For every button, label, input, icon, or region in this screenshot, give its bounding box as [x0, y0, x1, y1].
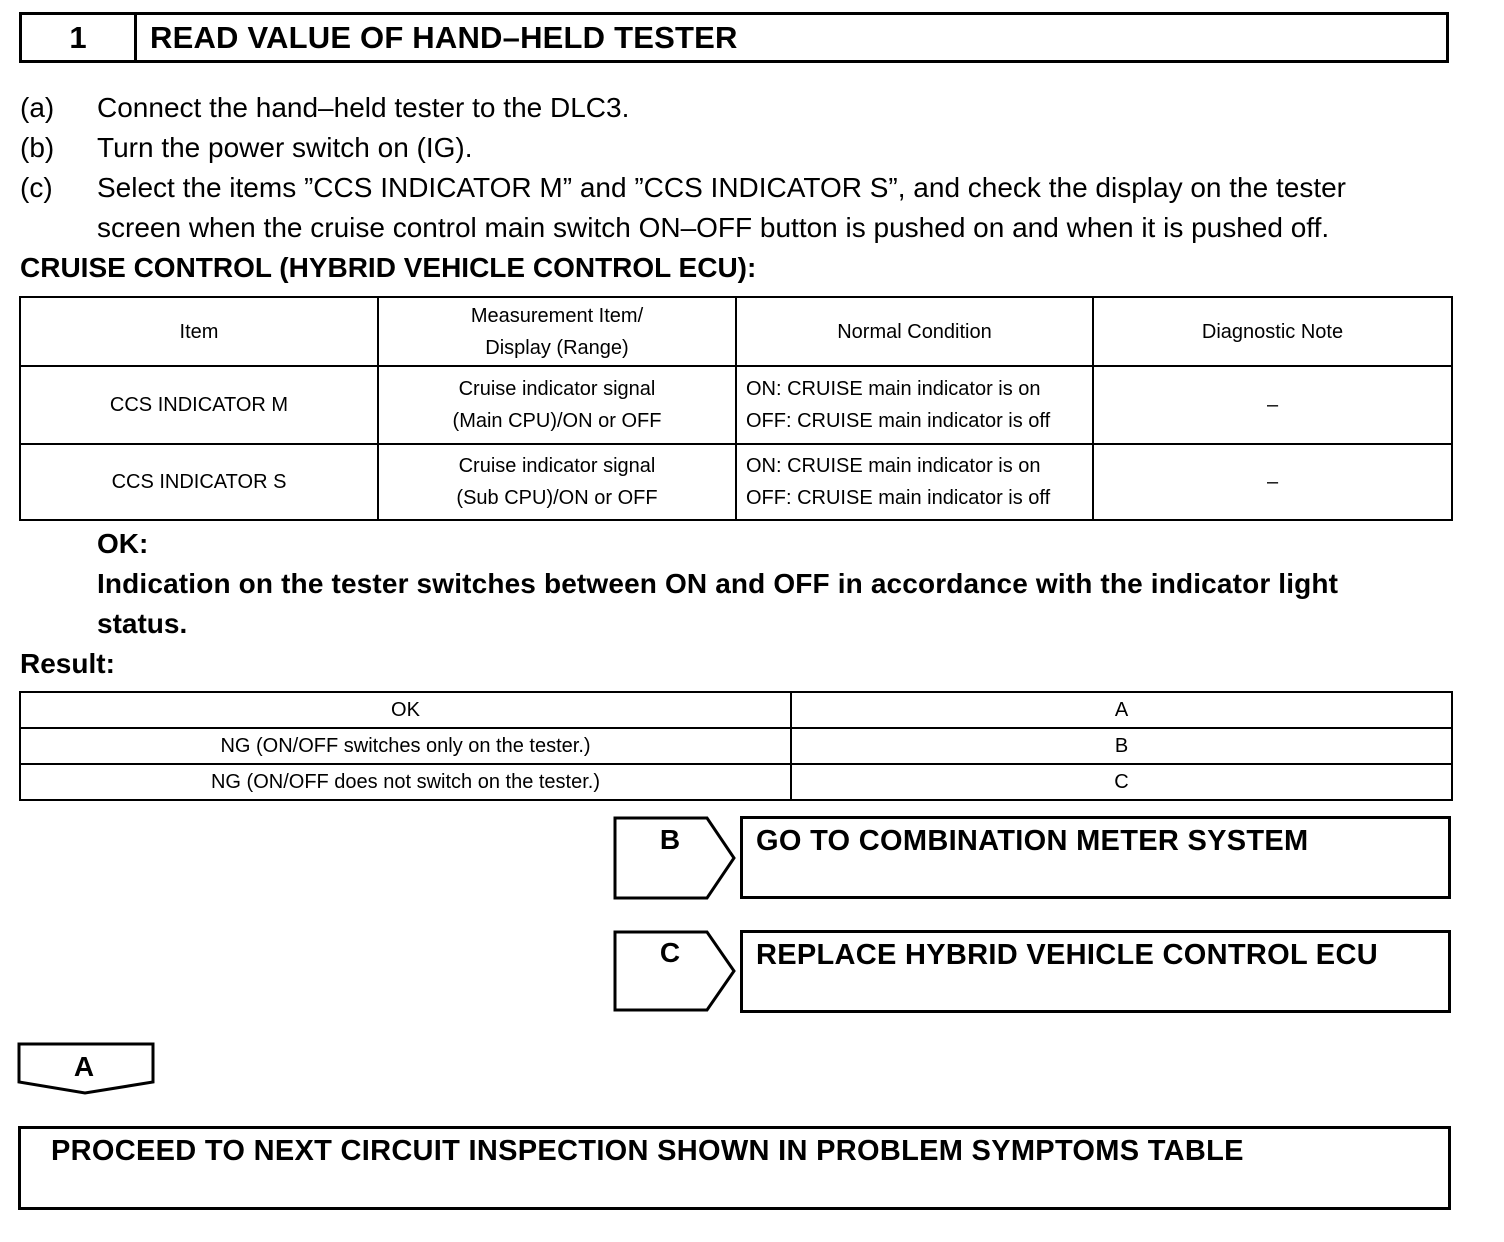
- table-row: [20, 728, 1452, 764]
- instruction-c-text-line2: screen when the cruise control main switch ON–OFF button is pushed on and when it is pushed off.: [97, 212, 1330, 243]
- instruction-b-label: (b): [20, 132, 55, 163]
- ok-label: OK:: [97, 528, 149, 559]
- branch-c-action-box: REPLACE HYBRID VEHICLE CONTROL ECU: [740, 930, 1451, 1013]
- row-diagnostic-note: –: [1093, 366, 1452, 444]
- branch-a-code: A: [73, 1051, 95, 1082]
- ok-text-line1: Indication on the tester switches between ON and OFF in accordance with the indicator light: [97, 568, 1339, 599]
- instruction-b-text: Turn the power switch on (IG).: [97, 132, 473, 163]
- row-normal-line2: OFF: CRUISE main indicator is off: [746, 410, 1051, 432]
- row-normal-line1: ON: CRUISE main indicator is on: [746, 455, 1041, 477]
- row-normal-condition: [736, 444, 1093, 520]
- result-code: A: [791, 692, 1452, 728]
- table-header-row: [20, 297, 1452, 366]
- row-normal-line1: ON: CRUISE main indicator is on: [746, 378, 1041, 400]
- header-measurement-line1: Measurement Item/: [470, 304, 644, 327]
- header-measurement-line2: Display (Range): [485, 336, 629, 359]
- table-row: [20, 692, 1452, 728]
- header-diagnostic-note: Diagnostic Note: [1093, 297, 1452, 366]
- final-action-box: PROCEED TO NEXT CIRCUIT INSPECTION SHOWN IN PROBLEM SYMPTOMS TABLE: [18, 1126, 1451, 1210]
- row-item: CCS INDICATOR M: [20, 366, 378, 444]
- row-measurement: [378, 444, 736, 520]
- table-row: [20, 764, 1452, 800]
- cruise-control-table: [19, 296, 1453, 521]
- branch-b-action-box: GO TO COMBINATION METER SYSTEM: [740, 816, 1451, 899]
- step-title: READ VALUE OF HAND–HELD TESTER: [150, 19, 738, 55]
- step-number: 1: [22, 15, 137, 60]
- step-header: [19, 12, 1449, 63]
- instruction-a-label: (a): [20, 92, 55, 123]
- header-normal-condition: Normal Condition: [736, 297, 1093, 366]
- result-code: B: [791, 728, 1452, 764]
- table-row: [20, 444, 1452, 520]
- section-title: CRUISE CONTROL (HYBRID VEHICLE CONTROL ECU):: [20, 252, 757, 283]
- result-code: C: [791, 764, 1452, 800]
- row-measurement-line1: Cruise indicator signal: [458, 455, 656, 477]
- row-normal-condition: [736, 366, 1093, 444]
- header-measurement: [378, 297, 736, 366]
- result-condition: OK: [20, 692, 791, 728]
- row-measurement-line2: (Main CPU)/ON or OFF: [452, 410, 662, 432]
- row-measurement: [378, 366, 736, 444]
- row-diagnostic-note: –: [1093, 444, 1452, 520]
- row-item: CCS INDICATOR S: [20, 444, 378, 520]
- row-measurement-line2: (Sub CPU)/ON or OFF: [456, 487, 658, 509]
- row-measurement-line1: Cruise indicator signal: [458, 378, 656, 400]
- result-label: Result:: [20, 648, 115, 679]
- branch-b-code: B: [659, 824, 681, 855]
- instruction-c-label: (c): [20, 172, 53, 203]
- row-normal-line2: OFF: CRUISE main indicator is off: [746, 487, 1051, 509]
- result-table: [19, 691, 1453, 801]
- table-row: [20, 366, 1452, 444]
- branch-c-code: C: [659, 937, 681, 968]
- header-item: Item: [20, 297, 378, 366]
- result-condition: NG (ON/OFF switches only on the tester.): [20, 728, 791, 764]
- ok-text-line2: status.: [97, 608, 188, 639]
- result-condition: NG (ON/OFF does not switch on the tester.): [20, 764, 791, 800]
- instruction-c-text-line1: Select the items ”CCS INDICATOR M” and ”CCS INDICATOR S”, and check the display on the tester: [97, 172, 1347, 203]
- instruction-a-text: Connect the hand–held tester to the DLC3.: [97, 92, 630, 123]
